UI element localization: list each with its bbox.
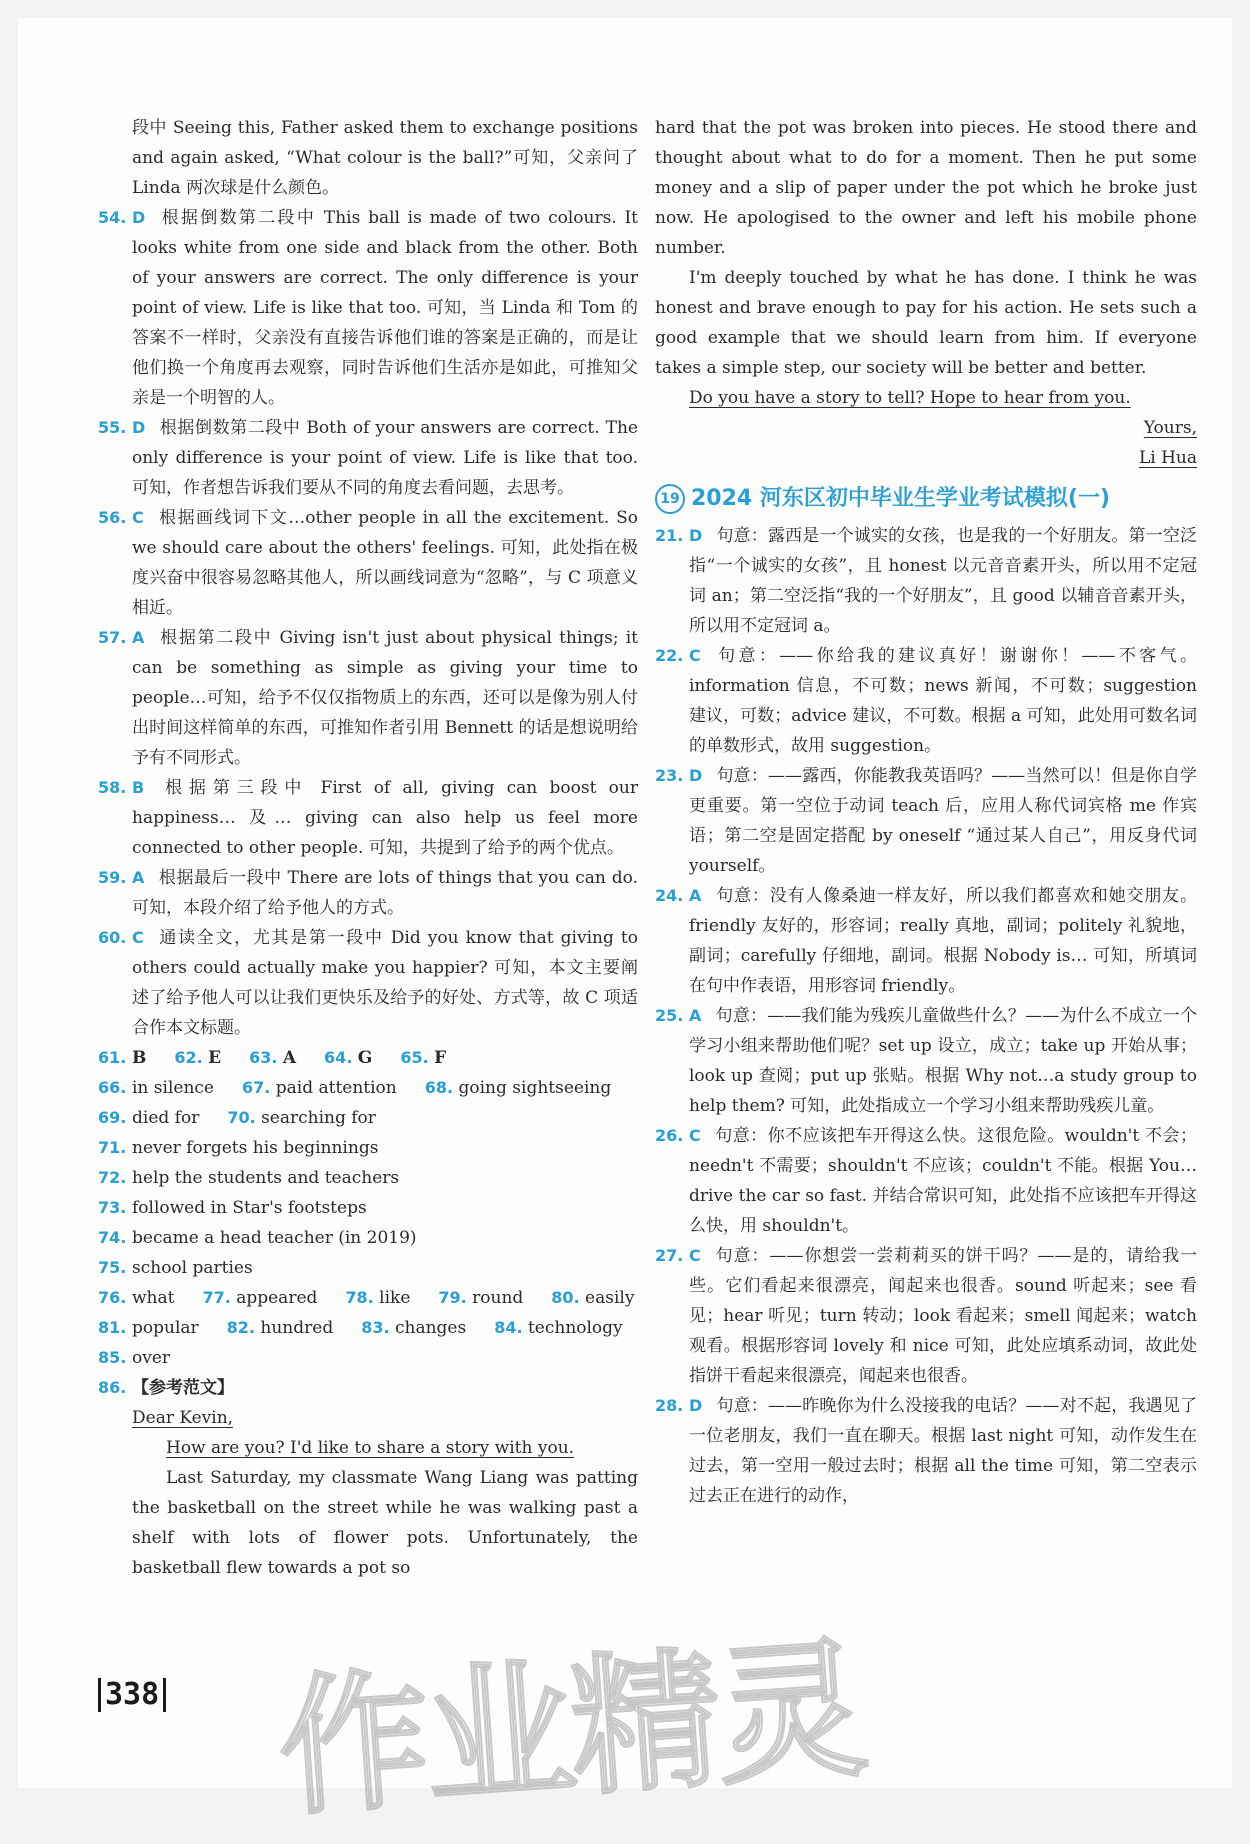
fill-answer-row: [98, 1103, 638, 1133]
question-number: 57.: [98, 628, 127, 647]
fill-answer: easily: [585, 1288, 635, 1308]
question-number: 75.: [98, 1258, 127, 1277]
question-number: 85.: [98, 1348, 127, 1367]
page-number: 338: [98, 1678, 166, 1712]
essay-paragraph-2-continued: hard that the pot was broken into pieces. He stood there and thought about what to do for a moment. Then he put some money and a slip of paper under the pot which he broke just now. He apologised to the owner and left his mobile phone number.: [655, 118, 1197, 258]
explanation-text: 根据倒数第二段中 Both of your answers are correct. The only difference is your point of view. Life is like that too. 可知，作者想告诉我们要从不同的角度去看问题，去思考。: [132, 418, 638, 498]
section-title: [655, 479, 1197, 519]
fill-answer: round: [472, 1288, 524, 1308]
explanation-text: 句意：——露西，你能教我英语吗？——当然可以！但是你自学更重要。第一空位于动词 teach 后，应用人称代词宾格 me 作宾语；第二空是固定搭配 by oneself “通过某人自己”，用反身代词 yourself。: [689, 766, 1197, 876]
explanation-text: 句意：——你给我的建议真好！谢谢你！——不客气。information 信息，不可数；news 新闻，不可数；suggestion 建议，可数；advice 建议，不可数。根据 a 可知，此处用可数名词的单数形式，故用 suggestion。: [689, 646, 1197, 756]
answer-explanation: [655, 641, 1197, 761]
question-number: 71.: [98, 1138, 127, 1157]
question-number: 62.: [174, 1048, 203, 1067]
question-number: 76.: [98, 1288, 127, 1307]
fill-answer: paid attention: [275, 1078, 397, 1098]
essay-closing: Yours,: [1143, 418, 1197, 438]
answer-explanation: [655, 1001, 1197, 1121]
section-title-text: 2024 河东区初中毕业生学业考试模拟(一): [691, 486, 1111, 511]
fill-answer: became a head teacher (in 2019): [132, 1228, 417, 1248]
essay-greeting: Dear Kevin,: [132, 1408, 234, 1428]
question-number: 56.: [98, 508, 127, 527]
fill-answer: died for: [132, 1108, 200, 1128]
question-number: 59.: [98, 868, 127, 887]
question-number: 77.: [202, 1288, 231, 1307]
answer-letter: D: [132, 418, 146, 437]
explanation-text: 根据画线词下文…other people in all the excitement. So we should care about the others' feelings. 可知，此处指在极度兴奋中很容易忽略其他人，所以画线词意为“忽略”，与 C 项意义相近。: [132, 508, 638, 618]
question-number: 23.: [655, 766, 684, 785]
section-number-badge: 19: [655, 484, 685, 514]
answer-explanation: [655, 1241, 1197, 1391]
fill-answer: like: [379, 1288, 411, 1308]
fill-answer: E: [208, 1048, 222, 1068]
fill-answer: appeared: [236, 1288, 318, 1308]
answer-letter: D: [689, 526, 703, 545]
question-number: 78.: [345, 1288, 374, 1307]
answer-letter: C: [132, 928, 144, 947]
question-number: 26.: [655, 1126, 684, 1145]
question-number: 55.: [98, 418, 127, 437]
question-number: 61.: [98, 1048, 127, 1067]
answer-explanation: [98, 203, 638, 413]
fill-answer: going sightseeing: [458, 1078, 612, 1098]
answer-letter: A: [689, 886, 702, 905]
fill-answer: technology: [527, 1318, 623, 1338]
question-number: 70.: [227, 1108, 256, 1127]
answer-explanation: [655, 1121, 1197, 1241]
question-number: 58.: [98, 778, 127, 797]
fill-answer: B: [132, 1048, 147, 1068]
answer-explanation: [98, 773, 638, 863]
essay-paragraph-1: How are you? I'd like to share a story with you.: [166, 1438, 575, 1458]
question-number: 83.: [361, 1318, 390, 1337]
essay-label: 【参考范文】: [132, 1378, 234, 1398]
essay-paragraph-4: Do you have a story to tell? Hope to hear from you.: [689, 388, 1131, 408]
answer-explanation: [98, 413, 638, 503]
question-number: 72.: [98, 1168, 127, 1187]
essay-paragraph-2: Last Saturday, my classmate Wang Liang was patting the basketball on the street while he was walking past a shelf with lots of flower pots. Unfortunately, the basketball flew towards a pot so: [132, 1468, 638, 1578]
fill-answer: followed in Star's footsteps: [132, 1198, 367, 1218]
fill-answer: hundred: [260, 1318, 334, 1338]
answer-letter: A: [132, 628, 145, 647]
explanation-text: 句意：——昨晚你为什么没接我的电话？——对不起，我遇见了一位老朋友，我们一直在聊天。根据 last night 可知，动作发生在过去，第一空用一般过去时；根据 all the time 可知，第二空表示过去正在进行的动作，: [689, 1396, 1197, 1506]
explanation-text: 句意：露西是一个诚实的女孩，也是我的一个好朋友。第一空泛指“一个诚实的女孩”，且 honest 以元音音素开头，所以用不定冠词 an；第二空泛指“我的一个好朋友”，且 good 以辅音音素开头，所以用不定冠词 a。: [689, 526, 1197, 636]
question-number: 74.: [98, 1228, 127, 1247]
explanation-text: 句意：——我们能为残疾儿童做些什么？——为什么不成立一个学习小组来帮助他们呢？set up 设立，成立；take up 开始从事；look up 查阅；put up 张贴。根据 Why not…a study group to help them? 可知，此处指成立一个学习小组来帮助残疾儿童。: [689, 1006, 1197, 1116]
question-number: 84.: [494, 1318, 523, 1337]
fill-answer: help the students and teachers: [132, 1168, 400, 1188]
right-answer-list: [655, 521, 1197, 1511]
question-number: 24.: [655, 886, 684, 905]
question-number: 27.: [655, 1246, 684, 1265]
answer-explanation: [655, 881, 1197, 1001]
fill-in-answers: [98, 1043, 638, 1373]
fill-answer: popular: [132, 1318, 199, 1338]
question-number: 86.: [98, 1378, 127, 1397]
answer-explanation: [98, 923, 638, 1043]
question-number: 80.: [551, 1288, 580, 1307]
explanation-text: 根据第三段中 First of all, giving can boost our happiness… 及… giving can also help us feel more connected to other people. 可知，共提到了给予的两个优点。: [132, 778, 638, 858]
answer-letter: D: [132, 208, 146, 227]
fill-answer-row: [98, 1163, 638, 1193]
answer-letter: A: [132, 868, 145, 887]
fill-answer-row: [98, 1313, 638, 1343]
answer-explanation: [655, 761, 1197, 881]
question-number: 81.: [98, 1318, 127, 1337]
fill-answer-row: [98, 1253, 638, 1283]
fill-answer-row: [98, 1193, 638, 1223]
page: [18, 18, 1232, 1838]
fill-answer-row: [98, 1283, 638, 1313]
question-number: 21.: [655, 526, 684, 545]
fill-answer-row: [98, 1073, 638, 1103]
answer-explanation-continued: 段中 Seeing this, Father asked them to exchange positions and again asked, “What colour is the ball?”可知，父亲问了 Linda 两次球是什么颜色。: [132, 118, 638, 198]
answer-letter: B: [132, 778, 145, 797]
explanation-text: 句意：——你想尝一尝莉莉买的饼干吗？——是的，请给我一些。它们看起来很漂亮，闻起来也很香。sound 听起来；see 看见；hear 听见；turn 转动；look 看起来；smell 闻起来；watch 观看。根据形容词 lovely 和 nice 可知，此处应填系动词，故此处指饼干看起来很漂亮，闻起来也很香。: [689, 1246, 1197, 1386]
right-column: [655, 113, 1197, 1511]
question-number: 73.: [98, 1198, 127, 1217]
question-number: 79.: [438, 1288, 467, 1307]
explanation-text: 根据倒数第二段中 This ball is made of two colours. It looks white from one side and black from the other. Both of your answers are correct. The only difference is your point of view. Life is like that too. 可知，当 Linda 和 Tom 的答案不一样时，父亲没有直接告诉他们谁的答案是正确的，而是让他们换一个角度再去观察，同时告诉他们生活亦是如此，可推知父亲是一个明智的人。: [132, 208, 638, 408]
question-number: 54.: [98, 208, 127, 227]
fill-answer: searching for: [261, 1108, 376, 1128]
left-column: [98, 113, 638, 1583]
fill-answer: in silence: [132, 1078, 214, 1098]
question-number: 64.: [324, 1048, 353, 1067]
question-number: 67.: [241, 1078, 271, 1097]
answer-letter: D: [689, 766, 703, 785]
fill-answer: A: [282, 1048, 297, 1068]
fill-answer: F: [434, 1048, 447, 1068]
answer-explanation: [98, 503, 638, 623]
fill-answer: over: [132, 1348, 171, 1368]
fill-answer-row: [98, 1223, 638, 1253]
fill-answer: G: [357, 1048, 373, 1068]
question-number: 60.: [98, 928, 127, 947]
question-number: 82.: [226, 1318, 255, 1337]
question-number: 69.: [98, 1108, 127, 1127]
question-number: 65.: [400, 1048, 429, 1067]
answer-explanation: [98, 623, 638, 773]
answer-explanation: [655, 521, 1197, 641]
explanation-text: 根据最后一段中 There are lots of things that you can do. 可知，本段介绍了给予他人的方式。: [132, 868, 638, 918]
explanation-text: 句意：没有人像桑迪一样友好，所以我们都喜欢和她交朋友。friendly 友好的，形容词；really 真地，副词；politely 礼貌地，副词；carefully 仔细地，副词。根据 Nobody is… 可知，所填词在句中作表语，用形容词 friendly。: [689, 886, 1197, 996]
explanation-text: 句意：你不应该把车开得这么快。这很危险。wouldn't 不会；needn't 不需要；shouldn't 不应该；couldn't 不能。根据 You…drive the car so fast. 并结合常识可知，此处指不应该把车开得这么快，用 shouldn't。: [689, 1126, 1197, 1236]
left-answer-list: [98, 203, 638, 1043]
answer-explanation: [98, 863, 638, 923]
fill-answer-row: [98, 1043, 638, 1073]
explanation-text: 根据第二段中 Giving isn't just about physical things; it can be something as simple as giving your time to people…可知，给予不仅仅指物质上的东西，还可以是像为别人付出时间这样简单的东西，可推知作者引用 Bennett 的话是想说明给予有不同形式。: [132, 628, 638, 768]
question-number: 63.: [249, 1048, 278, 1067]
essay-signature: Li Hua: [1138, 448, 1197, 468]
question-number: 22.: [655, 646, 684, 665]
answer-letter: C: [689, 1246, 701, 1265]
answer-letter: C: [689, 646, 701, 665]
watermark-logo: 作业精灵: [273, 1622, 869, 1838]
answer-letter: D: [689, 1396, 703, 1415]
answer-explanation: [655, 1391, 1197, 1511]
fill-answer: what: [132, 1288, 175, 1308]
essay-paragraph-3: I'm deeply touched by what he has done. I think he was honest and brave enough to pay for his action. He sets such a good example that we should learn from him. If everyone takes a simple step, our society will be better and better.: [655, 268, 1197, 378]
essay-header: [98, 1373, 638, 1403]
fill-answer: changes: [394, 1318, 467, 1338]
fill-answer: school parties: [132, 1258, 253, 1278]
answer-letter: C: [689, 1126, 701, 1145]
answer-letter: A: [689, 1006, 702, 1025]
fill-answer-row: [98, 1343, 638, 1373]
fill-answer: never forgets his beginnings: [132, 1138, 379, 1158]
explanation-text: 通读全文，尤其是第一段中 Did you know that giving to others could actually make you happier? 可知，本文主要阐述了给予他人可以让我们更快乐及给予的好处、方式等，故 C 项适合作本文标题。: [132, 928, 638, 1038]
fill-answer-row: [98, 1133, 638, 1163]
question-number: 66.: [98, 1078, 127, 1097]
question-number: 28.: [655, 1396, 684, 1415]
answer-letter: C: [132, 508, 144, 527]
question-number: 25.: [655, 1006, 684, 1025]
question-number: 68.: [424, 1078, 454, 1097]
